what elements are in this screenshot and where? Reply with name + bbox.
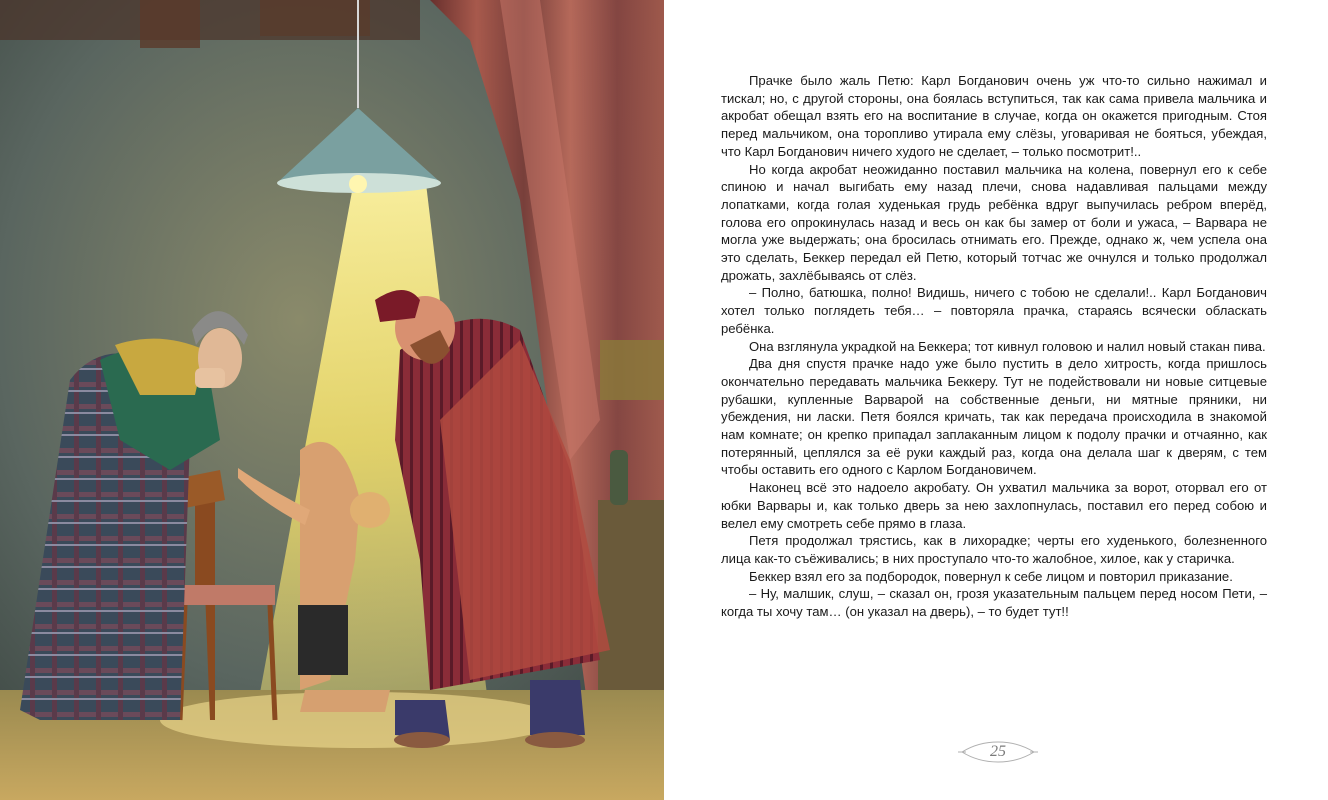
page-number-ornament bbox=[958, 738, 1038, 766]
paragraph: Наконец всё это надоело акробату. Он ухватил мальчика за ворот, оторвал его от юбки Варвары и, как только дверь за нею захлопнулась, поставил его перед собою и велел ему смотреть себе прямо в глаза. bbox=[721, 480, 1267, 531]
paragraph: Два дня спустя прачке надо уже было пустить в дело хитрость, когда пришлось окончательно передавать мальчика Беккеру. Тут не подействовали ни новые ситцевые рубашки, купленные Варварой на собственные деньги, ни мятные пряники, ни убеждения, ни ласки. Петя боялся кричать, так как передача происходила в знакомой нам комнате; он крепко припадал заплаканным лицом к подолу прачки и отчаянно, как потерянный, цеплялся за её руки каждый раз, когда она делала шаг к дверям, с тем чтобы оставить его одного с Карлом Богдановичем. bbox=[721, 356, 1267, 478]
paragraph: Прачке было жаль Петю: Карл Богданович очень уж что-то сильно нажимал и тискал; но, с другой стороны, она боялась вступиться, так как сама привела мальчика и акробат обещал взять его на воспитание в случае, когда он окажется пригодным. Стоя перед мальчиком, она торопливо утирала ему слёзы, уговаривая не бояться, убеждая, что Карл Богданович ничего худого не сделает, – только посмотрит!.. bbox=[721, 73, 1267, 159]
text-page bbox=[664, 0, 1328, 800]
paragraph: – Ну, малшик, слуш, – сказал он, грозя указательным пальцем перед носом Пети, – когда ты хочу там… (он указал на дверь), – то будет тут!! bbox=[721, 586, 1267, 620]
body-text bbox=[721, 72, 1267, 621]
paragraph: – Полно, батюшка, полно! Видишь, ничего с тобою не сделали!.. Карл Богданович хотел только поглядеть тебя… – повторяла прачка, стараясь всячески обласкать ребёнка. bbox=[721, 285, 1267, 336]
paragraph: Петя продолжал трястись, как в лихорадке; черты его худенького, болезненного лица как-то съёживались; в них проступало что-то жалобное, хилое, как у старичка. bbox=[721, 533, 1267, 566]
paragraph: Но когда акробат неожиданно поставил мальчика на колена, повернул его к себе спиною и начал выгибать ему назад плечи, снова надавливая пальцами между лопатками, когда голая худенькая грудь ребёнка вдруг выпучилась ребром вперёд, голова его опрокинулась назад и весь он как бы замер от боли и ужаса, – Варвара не могла уже выдержать; она бросилась отнимать его. Прежде, однако ж, чем успела она это сделать, Беккер передал ей Петю, который тотчас же очнулся и только продолжал дрожать, захлёбываясь от слёз. bbox=[721, 161, 1267, 283]
paragraph: Беккер взял его за подбородок, повернул к себе лицом и повторил приказание. bbox=[749, 568, 1233, 584]
paragraph: Она взглянула украдкой на Беккера; тот кивнул головою и налил новый стакан пива. bbox=[749, 338, 1266, 354]
page-number: 25 bbox=[990, 743, 1006, 760]
